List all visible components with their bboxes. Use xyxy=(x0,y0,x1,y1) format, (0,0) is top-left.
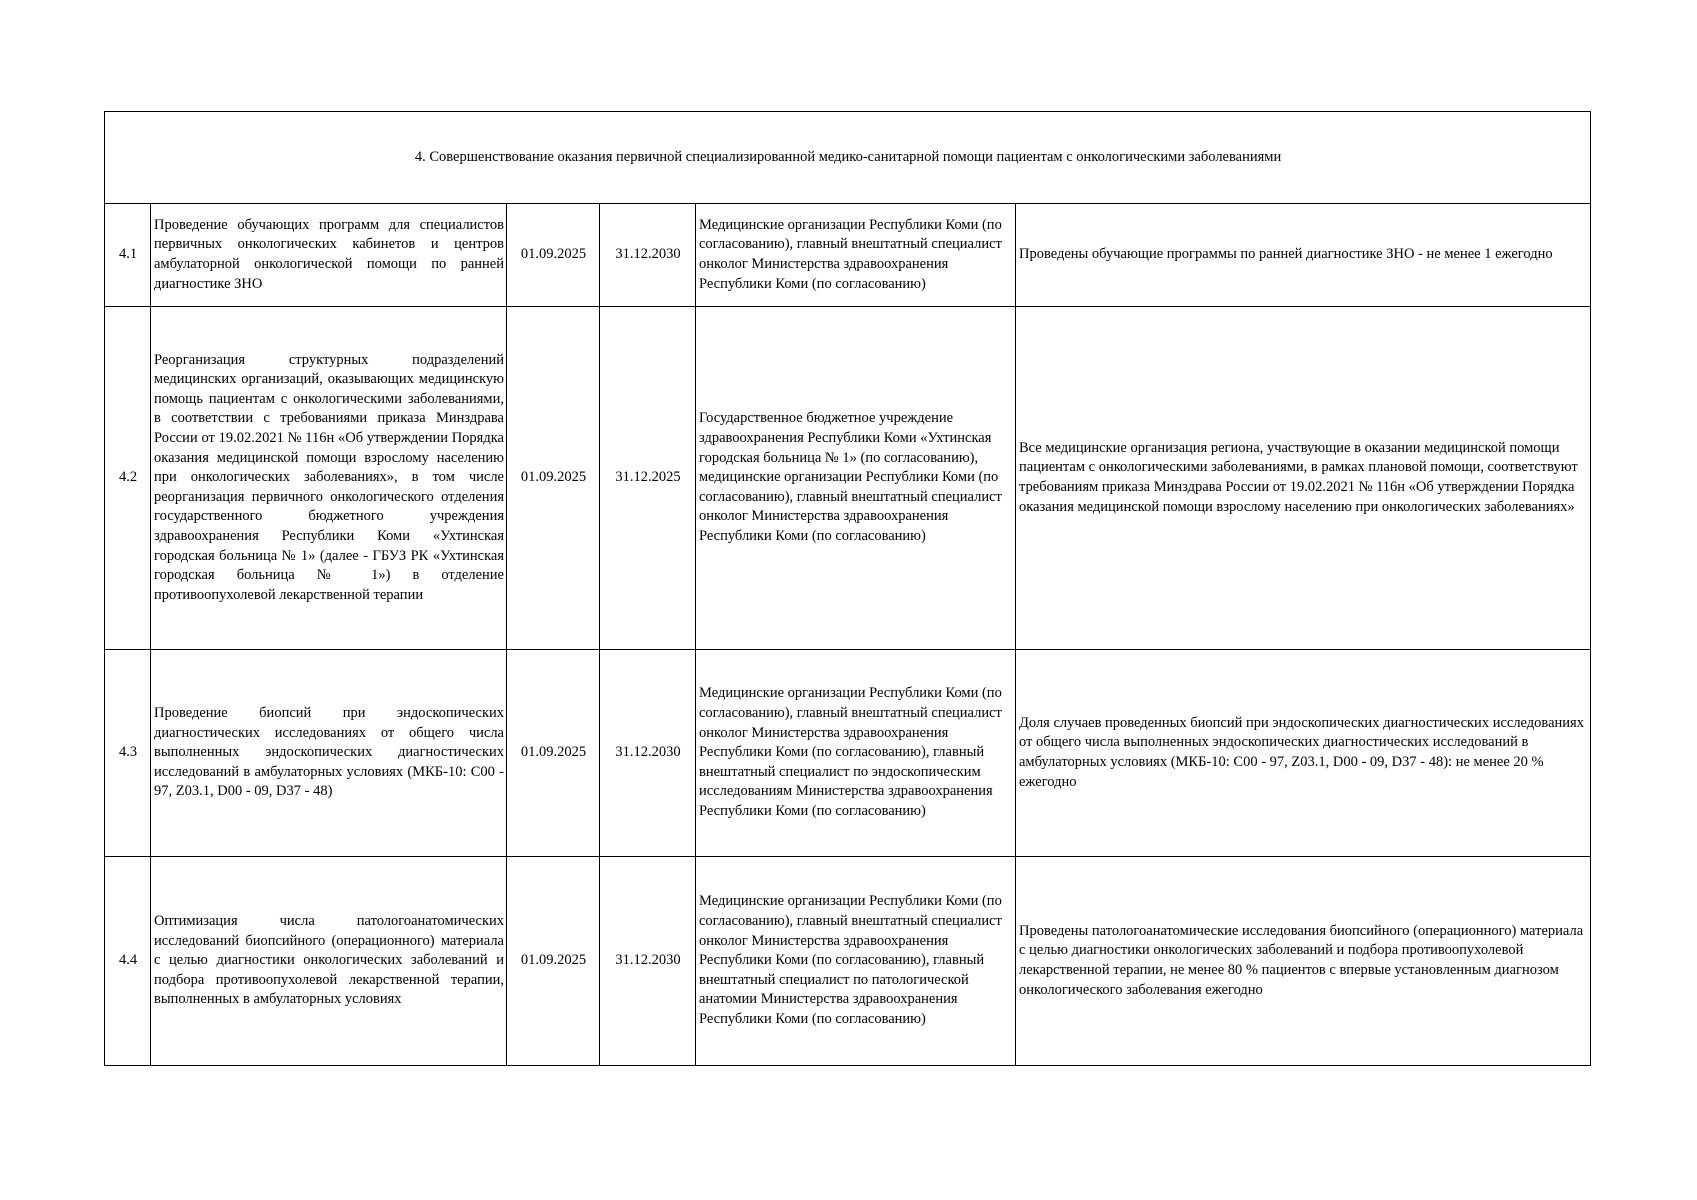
result-cell: Проведены патологоанатомические исследования биопсийного (операционного) материала с целью диагностики онкологических заболеваний и подбора противоопухолевой лекарственной терапии, не менее 80 % пациентов с впервые установленным диагнозом онкологического заболевания ежегодно xyxy=(1016,857,1591,1066)
section-title: 4. Совершенствование оказания первичной специализированной медико-санитарной помощи пациентам с онкологическими заболеваниями xyxy=(105,112,1591,204)
responsible-cell: Государственное бюджетное учреждение здравоохранения Республики Коми «Ухтинская городская больница № 1» (по согласованию), медицинские организации Республики Коми (по согласованию), главный внештатный специалист онколог Министерства здравоохранения Республики Коми (по согласованию) xyxy=(696,307,1016,650)
end-date-cell: 31.12.2030 xyxy=(600,204,696,307)
end-date-cell: 31.12.2030 xyxy=(600,857,696,1066)
activity-cell: Проведение обучающих программ для специалистов первичных онкологических кабинетов и центров амбулаторной онкологической помощи по ранней диагностике ЗНО xyxy=(151,204,507,307)
start-date-cell: 01.09.2025 xyxy=(507,204,600,307)
table-row xyxy=(105,650,1591,857)
responsible-cell: Медицинские организации Республики Коми (по согласованию), главный внештатный специалист онколог Министерства здравоохранения Республики Коми (по согласованию), главный внештатный специалист по патологической анатомии Министерства здравоохранения Республики Коми (по согласованию) xyxy=(696,857,1016,1066)
section-header-row xyxy=(105,112,1591,204)
start-date-cell: 01.09.2025 xyxy=(507,650,600,857)
row-number: 4.1 xyxy=(105,204,151,307)
result-cell: Доля случаев проведенных биопсий при эндоскопических диагностических исследованиях от общего числа выполненных эндоскопических диагностических исследований в амбулаторных условиях (МКБ-10: С00 - 97, Z03.1, D00 - 09, D37 - 48): не менее 20 % ежегодно xyxy=(1016,650,1591,857)
result-cell: Проведены обучающие программы по ранней диагностике ЗНО - не менее 1 ежегодно xyxy=(1016,204,1591,307)
activity-cell: Проведение биопсий при эндоскопических диагностических исследованиях от общего числа выполненных эндоскопических диагностических исследований в амбулаторных условиях (МКБ-10: С00 - 97, Z03.1, D00 - 09, D37 - 48) xyxy=(151,650,507,857)
responsible-cell: Медицинские организации Республики Коми (по согласованию), главный внештатный специалист онколог Министерства здравоохранения Республики Коми (по согласованию) xyxy=(696,204,1016,307)
end-date-cell: 31.12.2030 xyxy=(600,650,696,857)
table-row xyxy=(105,204,1591,307)
action-plan-table xyxy=(104,111,1591,1066)
activity-cell: Оптимизация числа патологоанатомических исследований биопсийного (операционного) материала с целью диагностики онкологических заболеваний и подбора противоопухолевой лекарственной терапии, выполненных в амбулаторных условиях xyxy=(151,857,507,1066)
result-cell: Все медицинские организация региона, участвующие в оказании медицинской помощи пациентам с онкологическими заболеваниями, в рамках плановой помощи, соответствуют требованиям приказа Минздрава России от 19.02.2021 № 116н «Об утверждении Порядка оказания медицинской помощи взрослому населению при онкологических заболеваниях» xyxy=(1016,307,1591,650)
end-date-cell: 31.12.2025 xyxy=(600,307,696,650)
table-row xyxy=(105,307,1591,650)
row-number: 4.2 xyxy=(105,307,151,650)
start-date-cell: 01.09.2025 xyxy=(507,307,600,650)
start-date-cell: 01.09.2025 xyxy=(507,857,600,1066)
row-number: 4.4 xyxy=(105,857,151,1066)
responsible-cell: Медицинские организации Республики Коми (по согласованию), главный внештатный специалист онколог Министерства здравоохранения Республики Коми (по согласованию), главный внештатный специалист по эндоскопическим исследованиям Министерства здравоохранения Республики Коми (по согласованию) xyxy=(696,650,1016,857)
table-row xyxy=(105,857,1591,1066)
activity-cell: Реорганизация структурных подразделений медицинских организаций, оказывающих медицинскую помощь пациентам с онкологическими заболеваниями, в соответствии с требованиями приказа Минздрава России от 19.02.2021 № 116н «Об утверждении Порядка оказания медицинской помощи взрослому населению при онкологических заболеваниях», в том числе реорганизация первичного онкологического отделения государственного бюджетного учреждения здравоохранения Республики Коми «Ухтинская городская больница № 1» (далее - ГБУЗ РК «Ухтинская городская больница № 1») в отделение противоопухолевой лекарственной терапии xyxy=(151,307,507,650)
row-number: 4.3 xyxy=(105,650,151,857)
